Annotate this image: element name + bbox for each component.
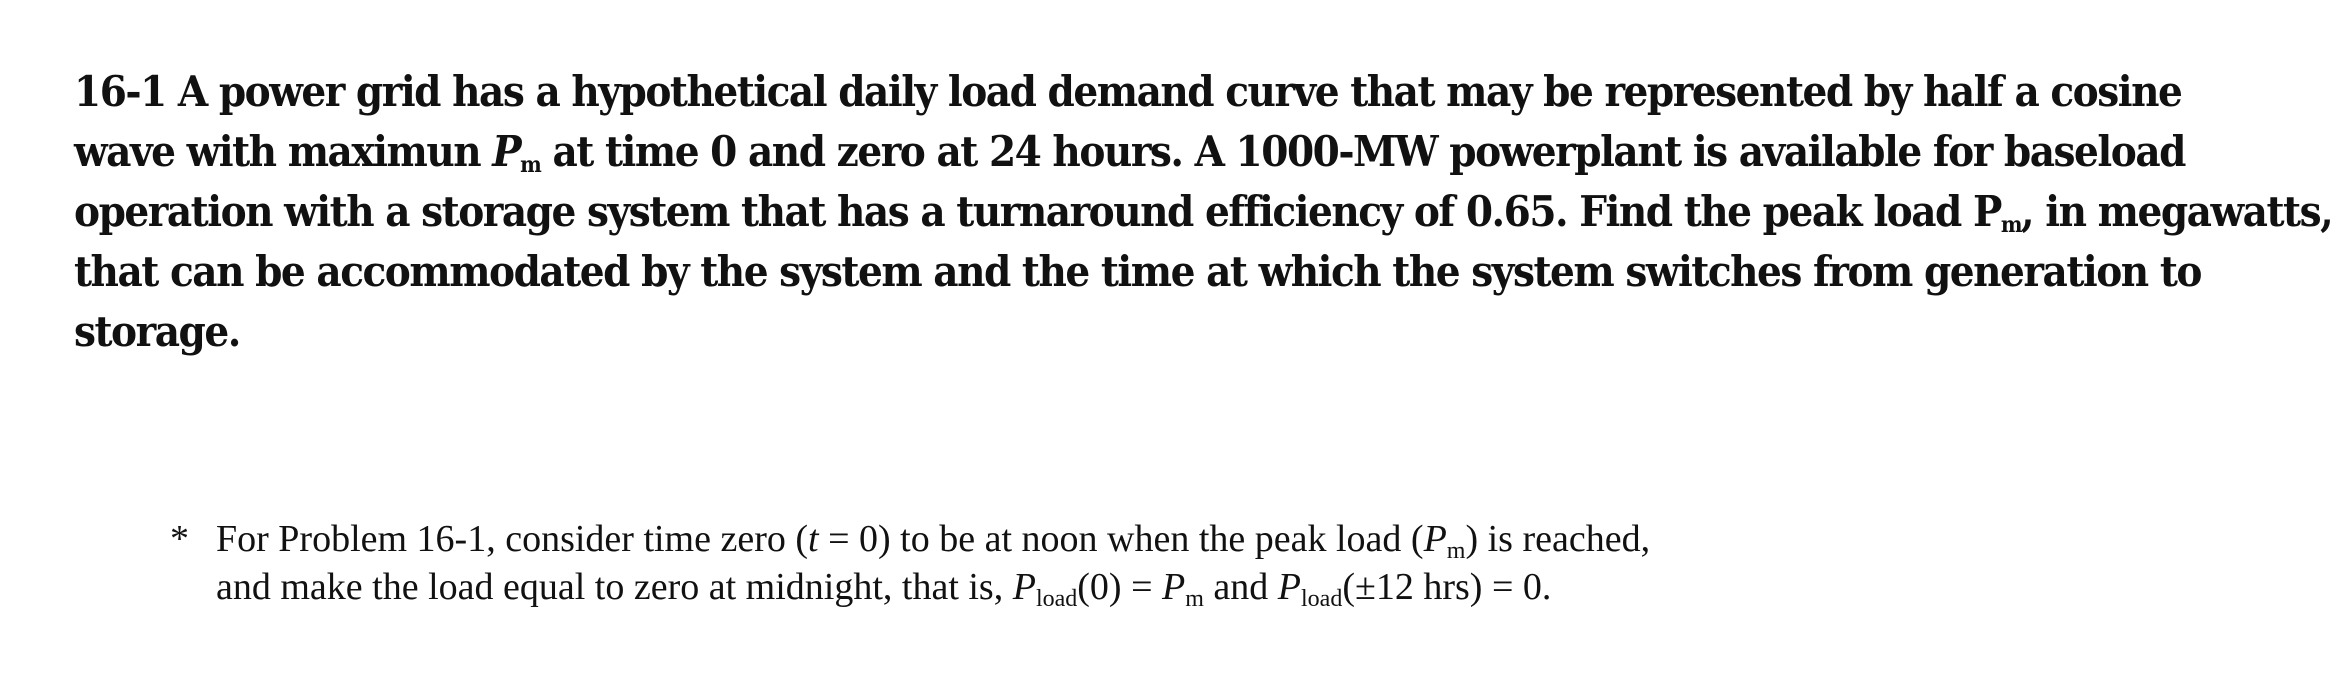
footnote-text-run: For Problem 16-1, consider time zero ( bbox=[216, 518, 809, 560]
footnote-text-run: = 0) to be at noon when the peak load ( bbox=[818, 518, 1424, 560]
variable-p: P bbox=[1012, 566, 1036, 608]
variable-p: P bbox=[1162, 566, 1186, 608]
problem-line-5: storage. bbox=[74, 307, 240, 356]
problem-line-4: that can be accommodated by the system and the time at which the system switches from generation to bbox=[74, 247, 2201, 296]
problem-text: at time 0 and zero at 24 hours. A 1000-MW powerplant is available for baseload bbox=[540, 127, 2185, 176]
variable-p: P bbox=[1277, 566, 1302, 608]
problem-number: 16-1 bbox=[74, 67, 166, 116]
subscript-load: load bbox=[1301, 586, 1343, 612]
problem-line-3 bbox=[74, 182, 2332, 242]
problem-text: operation with a storage system that has a turnaround efficiency of 0.65. Find the peak load P bbox=[74, 187, 2001, 236]
footnote-text-run: and bbox=[1203, 566, 1278, 608]
footnote-line-1 bbox=[216, 515, 1866, 563]
problem-16-1 bbox=[74, 62, 2332, 362]
problem-line-2 bbox=[74, 122, 2185, 182]
variable-p: P bbox=[492, 127, 521, 176]
footnote-text-run: (±12 hrs) = 0. bbox=[1342, 566, 1552, 608]
variable-p: P bbox=[1423, 518, 1447, 560]
problem-text: , in megawatts, bbox=[2021, 187, 2332, 236]
problem-text: wave with maximun bbox=[74, 127, 493, 176]
footnote-text-run: ) is reached, bbox=[1465, 518, 1651, 560]
subscript-m: m bbox=[1446, 538, 1466, 564]
subscript-m: m bbox=[2000, 212, 2022, 238]
footnote-line-2 bbox=[216, 563, 1866, 611]
footnote-marker: * bbox=[170, 518, 189, 560]
footnote-text-run: (0) = bbox=[1077, 566, 1163, 608]
variable-t: t bbox=[808, 518, 819, 560]
subscript-load: load bbox=[1035, 586, 1078, 612]
subscript-m: m bbox=[520, 152, 541, 178]
problem-text: A power grid has a hypothetical daily load demand curve that may be represented by half a cosine bbox=[165, 67, 2182, 116]
problem-line-1 bbox=[74, 62, 2182, 122]
footnote-text bbox=[216, 515, 1866, 611]
subscript-m: m bbox=[1185, 586, 1204, 612]
footnote-text-run: and make the load equal to zero at midnight, that is, bbox=[216, 566, 1013, 608]
